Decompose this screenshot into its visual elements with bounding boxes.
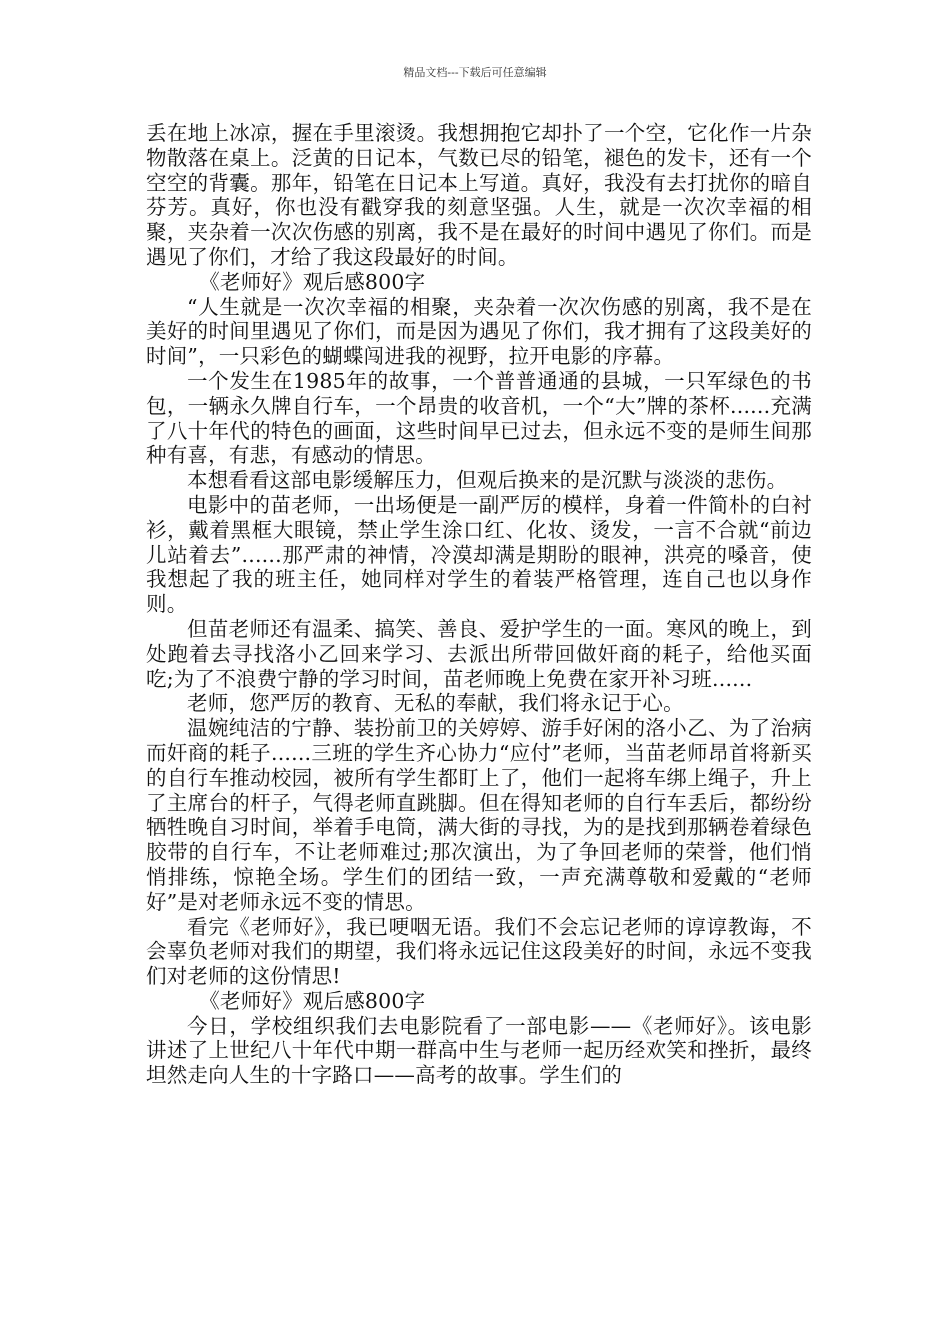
paragraph: 丢在地上冰凉，握在手里滚烫。我想拥抱它却扑了一个空，它化作一片杂物散落在桌上。泛黄的日记本，气数已尽的铅笔，褪色的发卡，还有一个空空的背囊。那年，铅笔在日记本上写道。真好，我没有去打扰你的暗自芬芳。真好，你也没有戳穿我的刻意坚强。人生，就是一次次幸福的相聚，夹杂着一次次伤感的别离，我不是在最好的时间中遇见了你们。而是遇见了你们，才给了我这段最好的时间。 bbox=[146, 121, 812, 269]
paragraph: 一个发生在1985年的故事，一个普普通通的县城，一只军绿色的书包，一辆永久牌自行车，一个昂贵的收音机，一个“大”牌的茶杯......充满了八十年代的特色的画面，这些时间早已过去，但永远不变的是师生间那种有喜，有悲，有感动的情思。 bbox=[146, 368, 812, 468]
paragraph: “人生就是一次次幸福的相聚，夹杂着一次次伤感的别离，我不是在美好的时间里遇见了你们，而是因为遇见了你们，我才拥有了这段美好的时间”，一只彩色的蝴蝶闯进我的视野，拉开电影的序幕。 bbox=[146, 294, 812, 369]
section-title: 《老师好》观后感800字 bbox=[199, 988, 426, 1013]
section-title: 《老师好》观后感800字 bbox=[199, 269, 426, 294]
paragraph: 本想看看这部电影缓解压力，但观后换来的是沉默与淡淡的悲伤。 bbox=[187, 468, 788, 493]
document-body bbox=[146, 121, 812, 1088]
paragraph: 但苗老师还有温柔、搞笑、善良、爱护学生的一面。寒风的晚上，到处跑着去寻找洛小乙回来学习、去派出所带回做奸商的耗子，给他买面吃;为了不浪费宁静的学习时间，苗老师晚上免费在家开补习班...... bbox=[146, 616, 812, 691]
paragraph: 电影中的苗老师，一出场便是一副严厉的模样，身着一件简朴的白衬衫，戴着黑框大眼镜，禁止学生涂口红、化妆、烫发，一言不合就“前边儿站着去”......那严肃的神情，冷漠却满是期盼的眼神，洪亮的嗓音，使我想起了我的班主任，她同样对学生的着装严格管理，连自己也以身作则。 bbox=[146, 492, 812, 617]
paragraph: 温婉纯洁的宁静、装扮前卫的关婷婷、游手好闲的洛小乙、为了治病而奸商的耗子......三班的学生齐心协力“应付”老师，当苗老师昂首将新买的自行车推动校园，被所有学生都盯上了，他们一起将车绑上绳子，升上了主席台的杆子，气得老师直跳脚。但在得知老师的自行车丢后，都纷纷牺牲晚自习时间，举着手电筒，满大街的寻找，为的是找到那辆卷着绿色胶带的自行车，不让老师难过;那次演出，为了争回老师的荣誉，他们悄悄排练，惊艳全场。学生们的团结一致，一声充满尊敬和爱戴的“老师好”是对老师永远不变的情思。 bbox=[146, 716, 812, 914]
paragraph: 老师，您严厉的教育、无私的奉献，我们将永记于心。 bbox=[187, 691, 684, 716]
paragraph: 今日，学校组织我们去电影院看了一部电影——《老师好》。该电影讲述了上世纪八十年代中期一群高中生与老师一起历经欢笑和挫折，最终坦然走向人生的十字路口——高考的故事。学生们的 bbox=[146, 1013, 812, 1088]
paragraph: 看完《老师好》，我已哽咽无语。我们不会忘记老师的谆谆教诲，不会辜负老师对我们的期望，我们将永远记住这段美好的时间，永远不变我们对老师的这份情思! bbox=[146, 914, 812, 989]
page-header: 精品文档---下载后可任意编辑 bbox=[403, 66, 547, 79]
